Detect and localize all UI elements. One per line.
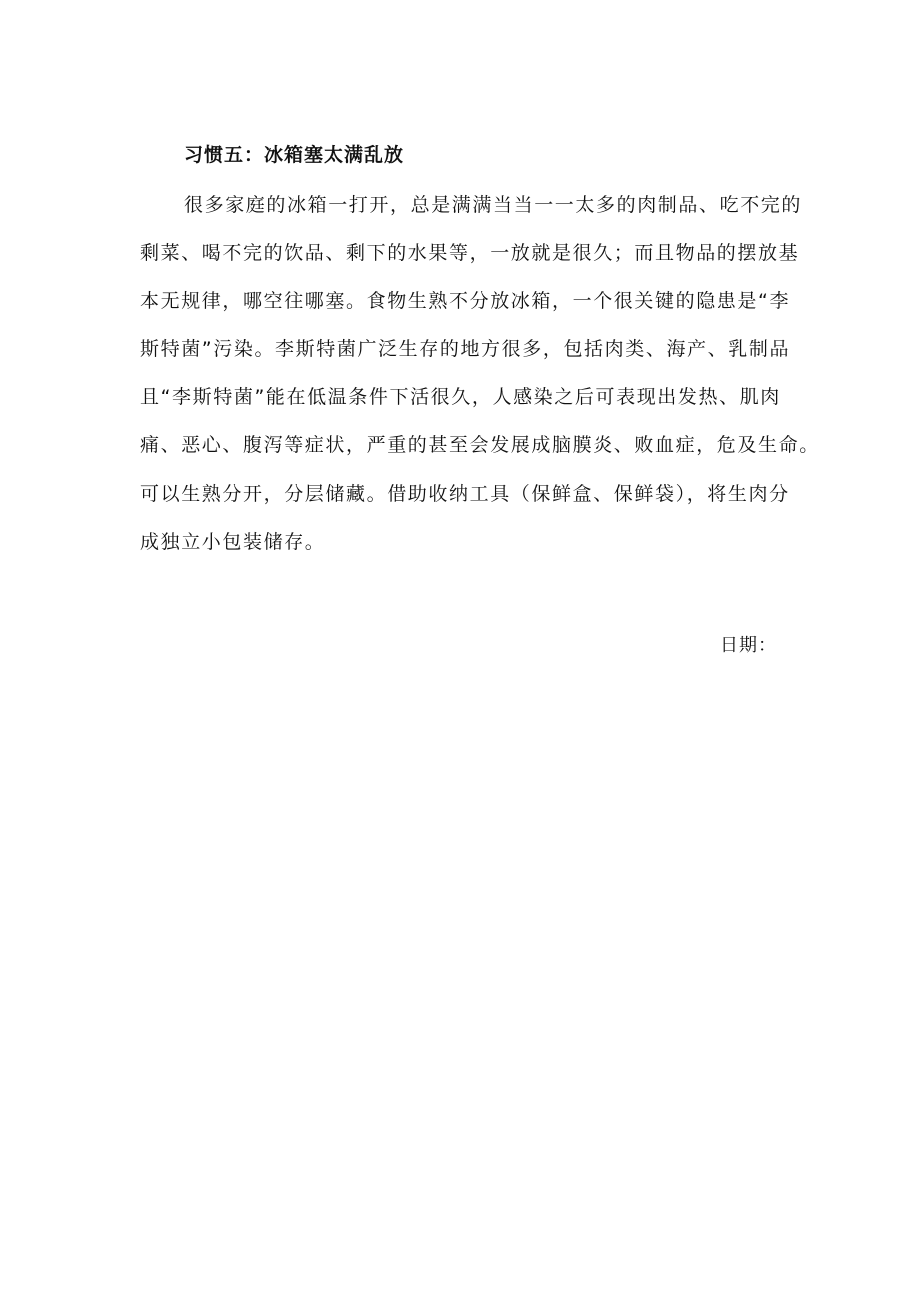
paragraph-line: 很多家庭的冰箱一打开，总是满满当当一一太多的肉制品、吃不完的 bbox=[184, 194, 803, 216]
paragraph-line: 本无规律，哪空往哪塞。食物生熟不分放冰箱，一个很关键的隐患是“李 bbox=[140, 290, 791, 312]
paragraph-line: 成独立小包装储存。 bbox=[140, 531, 326, 553]
section-heading: 习惯五：冰箱塞太满乱放 bbox=[184, 144, 405, 166]
paragraph-line: 且“李斯特菌”能在低温条件下活很久，人感染之后可表现出发热、肌肉 bbox=[140, 386, 781, 408]
paragraph-line: 痛、恶心、腹泻等症状，严重的甚至会发展成脑膜炎、败血症，危及生命。 bbox=[140, 434, 820, 456]
paragraph-line: 可以生熟分开，分层储藏。借助收纳工具（保鲜盒、保鲜袋），将生肉分 bbox=[140, 483, 790, 505]
paragraph-line: 斯特菌”污染。李斯特菌广泛生存的地方很多，包括肉类、海产、乳制品 bbox=[140, 338, 791, 360]
date-label: 日期： bbox=[720, 635, 777, 656]
paragraph-line: 剩菜、喝不完的饮品、剩下的水果等，一放就是很久；而且物品的摆放基 bbox=[140, 242, 800, 264]
